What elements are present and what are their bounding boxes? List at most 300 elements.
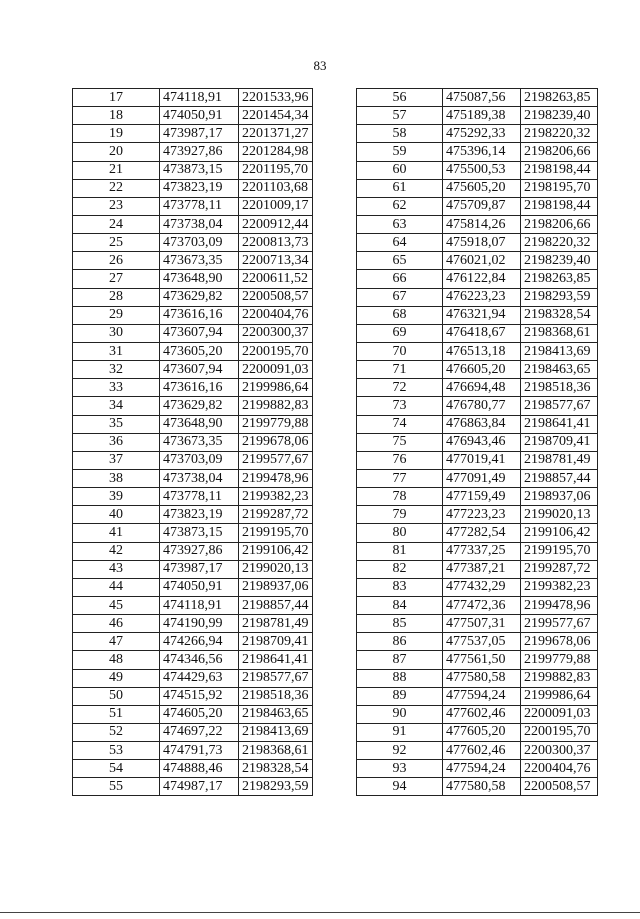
x-coordinate-cell: 476122,84 — [443, 270, 521, 288]
table-row — [357, 723, 598, 741]
y-coordinate-cell: 2198198,44 — [521, 161, 598, 179]
table-row — [357, 669, 598, 687]
y-coordinate-cell: 2199106,42 — [521, 524, 598, 542]
x-coordinate-cell: 477019,41 — [443, 451, 521, 469]
point-number-cell: 32 — [73, 361, 160, 379]
y-coordinate-cell: 2199195,70 — [521, 542, 598, 560]
x-coordinate-cell: 473605,20 — [160, 342, 239, 360]
y-coordinate-cell: 2198368,61 — [521, 324, 598, 342]
table-row — [73, 324, 313, 342]
x-coordinate-cell: 477282,54 — [443, 524, 521, 542]
table-row — [357, 615, 598, 633]
x-coordinate-cell: 477507,31 — [443, 615, 521, 633]
point-number-cell: 17 — [73, 89, 160, 107]
table-row — [73, 433, 313, 451]
y-coordinate-cell: 2200091,03 — [239, 361, 313, 379]
y-coordinate-cell: 2200091,03 — [521, 705, 598, 723]
table-row — [73, 342, 313, 360]
y-coordinate-cell: 2199986,64 — [521, 687, 598, 705]
table-row — [73, 89, 313, 107]
point-number-cell: 85 — [357, 615, 443, 633]
point-number-cell: 79 — [357, 506, 443, 524]
x-coordinate-cell: 477537,05 — [443, 633, 521, 651]
x-coordinate-cell: 474266,94 — [160, 633, 239, 651]
point-number-cell: 89 — [357, 687, 443, 705]
x-coordinate-cell: 475709,87 — [443, 197, 521, 215]
y-coordinate-cell: 2199382,23 — [239, 488, 313, 506]
x-coordinate-cell: 477602,46 — [443, 742, 521, 760]
table-row — [73, 361, 313, 379]
y-coordinate-cell: 2199020,13 — [521, 506, 598, 524]
y-coordinate-cell: 2198293,59 — [239, 778, 313, 796]
y-coordinate-cell: 2198206,66 — [521, 215, 598, 233]
table-row — [73, 234, 313, 252]
y-coordinate-cell: 2200508,57 — [521, 778, 598, 796]
point-number-cell: 87 — [357, 651, 443, 669]
table-row — [73, 288, 313, 306]
table-row — [73, 687, 313, 705]
x-coordinate-cell: 476021,02 — [443, 252, 521, 270]
table-row — [357, 197, 598, 215]
x-coordinate-cell: 474429,63 — [160, 669, 239, 687]
x-coordinate-cell: 475918,07 — [443, 234, 521, 252]
x-coordinate-cell: 474987,17 — [160, 778, 239, 796]
point-number-cell: 33 — [73, 379, 160, 397]
x-coordinate-cell: 473738,04 — [160, 215, 239, 233]
y-coordinate-cell: 2198195,70 — [521, 179, 598, 197]
point-number-cell: 78 — [357, 488, 443, 506]
x-coordinate-cell: 474791,73 — [160, 742, 239, 760]
table-row — [357, 488, 598, 506]
y-coordinate-cell: 2199577,67 — [521, 615, 598, 633]
table-row — [357, 397, 598, 415]
y-coordinate-cell: 2199195,70 — [239, 524, 313, 542]
table-row — [73, 560, 313, 578]
point-number-cell: 41 — [73, 524, 160, 542]
point-number-cell: 72 — [357, 379, 443, 397]
y-coordinate-cell: 2198641,41 — [239, 651, 313, 669]
point-number-cell: 80 — [357, 524, 443, 542]
point-number-cell: 34 — [73, 397, 160, 415]
point-number-cell: 40 — [73, 506, 160, 524]
point-number-cell: 42 — [73, 542, 160, 560]
table-row — [73, 179, 313, 197]
point-number-cell: 30 — [73, 324, 160, 342]
table-row — [73, 161, 313, 179]
point-number-cell: 31 — [73, 342, 160, 360]
point-number-cell: 63 — [357, 215, 443, 233]
table-row — [73, 397, 313, 415]
y-coordinate-cell: 2200404,76 — [521, 760, 598, 778]
x-coordinate-cell: 474050,91 — [160, 107, 239, 125]
y-coordinate-cell: 2200300,37 — [521, 742, 598, 760]
table-row — [357, 89, 598, 107]
y-coordinate-cell: 2199986,64 — [239, 379, 313, 397]
table-row — [73, 125, 313, 143]
table-row — [357, 705, 598, 723]
x-coordinate-cell: 473616,16 — [160, 306, 239, 324]
table-row — [73, 542, 313, 560]
x-coordinate-cell: 476943,46 — [443, 433, 521, 451]
point-number-cell: 67 — [357, 288, 443, 306]
x-coordinate-cell: 473987,17 — [160, 125, 239, 143]
y-coordinate-cell: 2200508,57 — [239, 288, 313, 306]
point-number-cell: 56 — [357, 89, 443, 107]
point-number-cell: 77 — [357, 469, 443, 487]
table-row — [357, 687, 598, 705]
y-coordinate-cell: 2198781,49 — [521, 451, 598, 469]
point-number-cell: 75 — [357, 433, 443, 451]
y-coordinate-cell: 2198937,06 — [239, 578, 313, 596]
table-row — [73, 633, 313, 651]
x-coordinate-cell: 475605,20 — [443, 179, 521, 197]
point-number-cell: 20 — [73, 143, 160, 161]
table-row — [73, 270, 313, 288]
point-number-cell: 46 — [73, 615, 160, 633]
point-number-cell: 25 — [73, 234, 160, 252]
y-coordinate-cell: 2199779,88 — [521, 651, 598, 669]
table-row — [357, 252, 598, 270]
point-number-cell: 68 — [357, 306, 443, 324]
y-coordinate-cell: 2199287,72 — [239, 506, 313, 524]
y-coordinate-cell: 2199678,06 — [521, 633, 598, 651]
table-row — [357, 270, 598, 288]
x-coordinate-cell: 475292,33 — [443, 125, 521, 143]
x-coordinate-cell: 473927,86 — [160, 143, 239, 161]
x-coordinate-cell: 473823,19 — [160, 179, 239, 197]
point-number-cell: 45 — [73, 596, 160, 614]
x-coordinate-cell: 473703,09 — [160, 234, 239, 252]
point-number-cell: 94 — [357, 778, 443, 796]
table-row — [357, 215, 598, 233]
table-row — [357, 760, 598, 778]
point-number-cell: 52 — [73, 723, 160, 741]
y-coordinate-cell: 2198857,44 — [239, 596, 313, 614]
y-coordinate-cell: 2199478,96 — [521, 596, 598, 614]
x-coordinate-cell: 476694,48 — [443, 379, 521, 397]
table-row — [73, 415, 313, 433]
table-row — [357, 125, 598, 143]
x-coordinate-cell: 473823,19 — [160, 506, 239, 524]
point-number-cell: 64 — [357, 234, 443, 252]
x-coordinate-cell: 475500,53 — [443, 161, 521, 179]
y-coordinate-cell: 2200713,34 — [239, 252, 313, 270]
point-number-cell: 51 — [73, 705, 160, 723]
point-number-cell: 26 — [73, 252, 160, 270]
page-number: 83 — [313, 58, 327, 73]
y-coordinate-cell: 2198857,44 — [521, 469, 598, 487]
point-number-cell: 70 — [357, 342, 443, 360]
y-coordinate-cell: 2201103,68 — [239, 179, 313, 197]
y-coordinate-cell: 2198239,40 — [521, 252, 598, 270]
table-row — [357, 469, 598, 487]
y-coordinate-cell: 2199678,06 — [239, 433, 313, 451]
point-number-cell: 90 — [357, 705, 443, 723]
x-coordinate-cell: 474050,91 — [160, 578, 239, 596]
table-row — [73, 615, 313, 633]
table-row — [73, 596, 313, 614]
x-coordinate-cell: 477223,23 — [443, 506, 521, 524]
point-number-cell: 50 — [73, 687, 160, 705]
table-row — [357, 161, 598, 179]
y-coordinate-cell: 2200912,44 — [239, 215, 313, 233]
point-number-cell: 83 — [357, 578, 443, 596]
point-number-cell: 49 — [73, 669, 160, 687]
point-number-cell: 73 — [357, 397, 443, 415]
x-coordinate-cell: 475087,56 — [443, 89, 521, 107]
table-row — [357, 143, 598, 161]
x-coordinate-cell: 476321,94 — [443, 306, 521, 324]
point-number-cell: 39 — [73, 488, 160, 506]
table-row — [73, 705, 313, 723]
x-coordinate-cell: 476780,77 — [443, 397, 521, 415]
y-coordinate-cell: 2198781,49 — [239, 615, 313, 633]
x-coordinate-cell: 474515,92 — [160, 687, 239, 705]
point-number-cell: 36 — [73, 433, 160, 451]
x-coordinate-cell: 473629,82 — [160, 397, 239, 415]
y-coordinate-cell: 2201533,96 — [239, 89, 313, 107]
table-row — [73, 197, 313, 215]
x-coordinate-cell: 477159,49 — [443, 488, 521, 506]
point-number-cell: 66 — [357, 270, 443, 288]
x-coordinate-cell: 477387,21 — [443, 560, 521, 578]
table-row — [357, 379, 598, 397]
table-row — [73, 451, 313, 469]
y-coordinate-cell: 2199106,42 — [239, 542, 313, 560]
y-coordinate-cell: 2198641,41 — [521, 415, 598, 433]
y-coordinate-cell: 2198577,67 — [239, 669, 313, 687]
table-row — [73, 651, 313, 669]
x-coordinate-cell: 477594,24 — [443, 687, 521, 705]
point-number-cell: 71 — [357, 361, 443, 379]
page-bottom-rule — [0, 912, 640, 913]
x-coordinate-cell: 474605,20 — [160, 705, 239, 723]
table-row — [357, 361, 598, 379]
x-coordinate-cell: 474697,22 — [160, 723, 239, 741]
table-row — [73, 469, 313, 487]
coordinates-table-left — [72, 88, 313, 796]
table-row — [357, 288, 598, 306]
y-coordinate-cell: 2198328,54 — [239, 760, 313, 778]
point-number-cell: 21 — [73, 161, 160, 179]
x-coordinate-cell: 477580,58 — [443, 778, 521, 796]
y-coordinate-cell: 2200404,76 — [239, 306, 313, 324]
y-coordinate-cell: 2199882,83 — [521, 669, 598, 687]
x-coordinate-cell: 477594,24 — [443, 760, 521, 778]
table-row — [357, 107, 598, 125]
point-number-cell: 23 — [73, 197, 160, 215]
x-coordinate-cell: 477602,46 — [443, 705, 521, 723]
table-row — [357, 560, 598, 578]
table-row — [73, 306, 313, 324]
point-number-cell: 19 — [73, 125, 160, 143]
x-coordinate-cell: 476513,18 — [443, 342, 521, 360]
point-number-cell: 48 — [73, 651, 160, 669]
table-row — [73, 742, 313, 760]
point-number-cell: 76 — [357, 451, 443, 469]
x-coordinate-cell: 476223,23 — [443, 288, 521, 306]
y-coordinate-cell: 2201009,17 — [239, 197, 313, 215]
x-coordinate-cell: 473673,35 — [160, 252, 239, 270]
point-number-cell: 44 — [73, 578, 160, 596]
table-row — [357, 742, 598, 760]
x-coordinate-cell: 473703,09 — [160, 451, 239, 469]
point-number-cell: 86 — [357, 633, 443, 651]
point-number-cell: 35 — [73, 415, 160, 433]
x-coordinate-cell: 473927,86 — [160, 542, 239, 560]
y-coordinate-cell: 2198518,36 — [521, 379, 598, 397]
table-row — [73, 578, 313, 596]
x-coordinate-cell: 474888,46 — [160, 760, 239, 778]
point-number-cell: 27 — [73, 270, 160, 288]
y-coordinate-cell: 2200813,73 — [239, 234, 313, 252]
y-coordinate-cell: 2200300,37 — [239, 324, 313, 342]
y-coordinate-cell: 2201454,34 — [239, 107, 313, 125]
point-number-cell: 38 — [73, 469, 160, 487]
table-row — [73, 488, 313, 506]
y-coordinate-cell: 2198463,65 — [239, 705, 313, 723]
y-coordinate-cell: 2198220,32 — [521, 125, 598, 143]
x-coordinate-cell: 475814,26 — [443, 215, 521, 233]
point-number-cell: 54 — [73, 760, 160, 778]
point-number-cell: 18 — [73, 107, 160, 125]
table-row — [73, 143, 313, 161]
x-coordinate-cell: 476418,67 — [443, 324, 521, 342]
point-number-cell: 57 — [357, 107, 443, 125]
x-coordinate-cell: 473778,11 — [160, 488, 239, 506]
table-row — [357, 651, 598, 669]
y-coordinate-cell: 2199020,13 — [239, 560, 313, 578]
y-coordinate-cell: 2198328,54 — [521, 306, 598, 324]
y-coordinate-cell: 2199882,83 — [239, 397, 313, 415]
point-number-cell: 65 — [357, 252, 443, 270]
y-coordinate-cell: 2198293,59 — [521, 288, 598, 306]
point-number-cell: 91 — [357, 723, 443, 741]
table-row — [73, 252, 313, 270]
y-coordinate-cell: 2198709,41 — [521, 433, 598, 451]
x-coordinate-cell: 473607,94 — [160, 324, 239, 342]
y-coordinate-cell: 2199779,88 — [239, 415, 313, 433]
y-coordinate-cell: 2198263,85 — [521, 89, 598, 107]
point-number-cell: 62 — [357, 197, 443, 215]
point-number-cell: 37 — [73, 451, 160, 469]
x-coordinate-cell: 474118,91 — [160, 596, 239, 614]
y-coordinate-cell: 2198220,32 — [521, 234, 598, 252]
point-number-cell: 28 — [73, 288, 160, 306]
table-row — [73, 506, 313, 524]
point-number-cell: 59 — [357, 143, 443, 161]
y-coordinate-cell: 2198709,41 — [239, 633, 313, 651]
y-coordinate-cell: 2198206,66 — [521, 143, 598, 161]
point-number-cell: 53 — [73, 742, 160, 760]
x-coordinate-cell: 477091,49 — [443, 469, 521, 487]
point-number-cell: 60 — [357, 161, 443, 179]
x-coordinate-cell: 475189,38 — [443, 107, 521, 125]
x-coordinate-cell: 474118,91 — [160, 89, 239, 107]
table-row — [357, 179, 598, 197]
x-coordinate-cell: 477472,36 — [443, 596, 521, 614]
point-number-cell: 22 — [73, 179, 160, 197]
table-row — [73, 760, 313, 778]
table-row — [357, 578, 598, 596]
table-row — [357, 415, 598, 433]
x-coordinate-cell: 474190,99 — [160, 615, 239, 633]
y-coordinate-cell: 2198937,06 — [521, 488, 598, 506]
x-coordinate-cell: 473873,15 — [160, 161, 239, 179]
point-number-cell: 92 — [357, 742, 443, 760]
x-coordinate-cell: 477580,58 — [443, 669, 521, 687]
table-row — [73, 669, 313, 687]
point-number-cell: 58 — [357, 125, 443, 143]
point-number-cell: 29 — [73, 306, 160, 324]
y-coordinate-cell: 2201284,98 — [239, 143, 313, 161]
y-coordinate-cell: 2198413,69 — [521, 342, 598, 360]
point-number-cell: 55 — [73, 778, 160, 796]
x-coordinate-cell: 477605,20 — [443, 723, 521, 741]
x-coordinate-cell: 477432,29 — [443, 578, 521, 596]
point-number-cell: 74 — [357, 415, 443, 433]
point-number-cell: 47 — [73, 633, 160, 651]
point-number-cell: 24 — [73, 215, 160, 233]
y-coordinate-cell: 2199287,72 — [521, 560, 598, 578]
y-coordinate-cell: 2198198,44 — [521, 197, 598, 215]
x-coordinate-cell: 473873,15 — [160, 524, 239, 542]
y-coordinate-cell: 2199382,23 — [521, 578, 598, 596]
y-coordinate-cell: 2201195,70 — [239, 161, 313, 179]
table-row — [357, 596, 598, 614]
y-coordinate-cell: 2198413,69 — [239, 723, 313, 741]
table-row — [357, 433, 598, 451]
x-coordinate-cell: 473607,94 — [160, 361, 239, 379]
y-coordinate-cell: 2198577,67 — [521, 397, 598, 415]
coordinates-table-right — [356, 88, 598, 796]
table-row — [357, 778, 598, 796]
x-coordinate-cell: 474346,56 — [160, 651, 239, 669]
x-coordinate-cell: 473778,11 — [160, 197, 239, 215]
x-coordinate-cell: 476605,20 — [443, 361, 521, 379]
table-row — [73, 524, 313, 542]
table-row — [357, 324, 598, 342]
table-row — [73, 107, 313, 125]
point-number-cell: 82 — [357, 560, 443, 578]
table-row — [357, 524, 598, 542]
table-row — [357, 506, 598, 524]
table-row — [73, 778, 313, 796]
x-coordinate-cell: 473648,90 — [160, 270, 239, 288]
x-coordinate-cell: 473616,16 — [160, 379, 239, 397]
point-number-cell: 61 — [357, 179, 443, 197]
x-coordinate-cell: 477337,25 — [443, 542, 521, 560]
y-coordinate-cell: 2198463,65 — [521, 361, 598, 379]
table-row — [73, 723, 313, 741]
table-row — [357, 542, 598, 560]
x-coordinate-cell: 477561,50 — [443, 651, 521, 669]
y-coordinate-cell: 2198263,85 — [521, 270, 598, 288]
table-row — [357, 306, 598, 324]
table-row — [357, 234, 598, 252]
x-coordinate-cell: 475396,14 — [443, 143, 521, 161]
table-row — [357, 342, 598, 360]
y-coordinate-cell: 2199577,67 — [239, 451, 313, 469]
point-number-cell: 81 — [357, 542, 443, 560]
table-row — [357, 451, 598, 469]
point-number-cell: 43 — [73, 560, 160, 578]
y-coordinate-cell: 2198368,61 — [239, 742, 313, 760]
point-number-cell: 69 — [357, 324, 443, 342]
y-coordinate-cell: 2198518,36 — [239, 687, 313, 705]
table-row — [73, 379, 313, 397]
y-coordinate-cell: 2200195,70 — [239, 342, 313, 360]
